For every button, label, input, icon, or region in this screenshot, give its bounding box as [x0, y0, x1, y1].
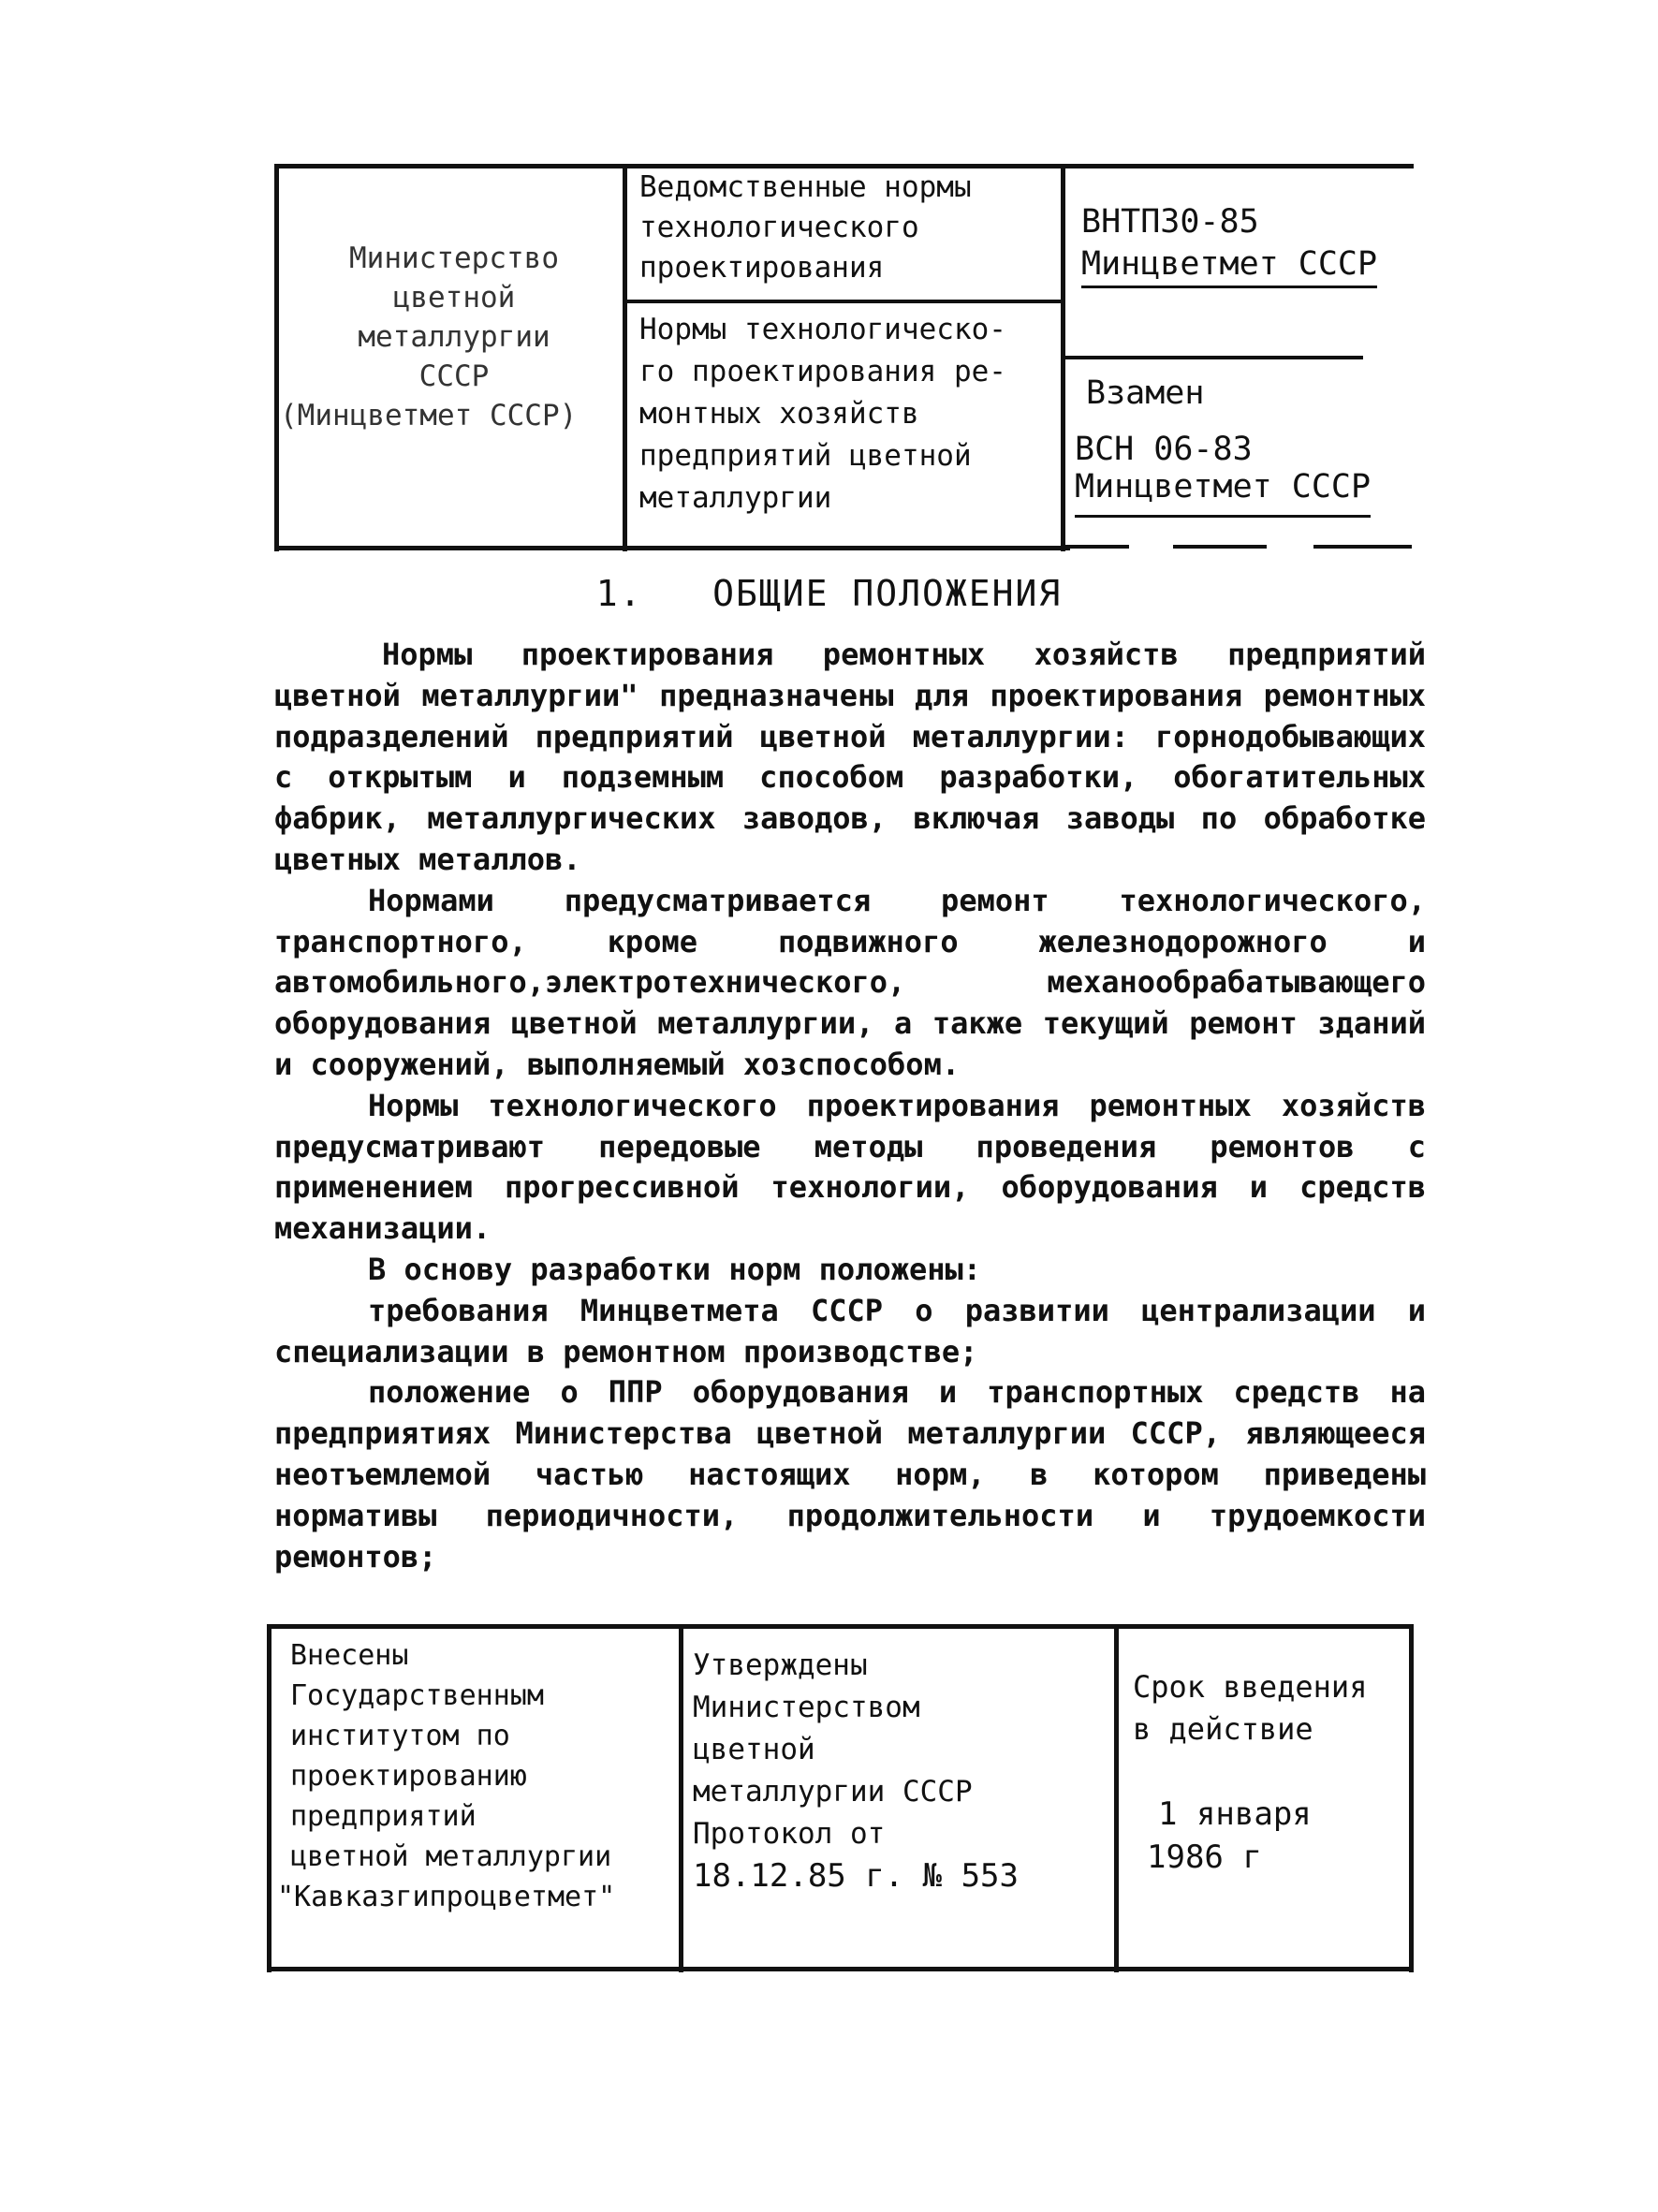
effective-date-line: 1 января — [1158, 1795, 1312, 1833]
effective-date-block — [1147, 1793, 1409, 1879]
ministry-line: (Минцветмет СССР) — [280, 399, 578, 432]
footer-divider-1 — [679, 1624, 683, 1972]
header-border-bottom — [274, 546, 1070, 550]
paragraph: требования Минцветмета СССР о развитии централизации и специализации в ремонтном производстве; — [274, 1292, 1426, 1370]
header-tail-3 — [1313, 545, 1412, 549]
section-number: 1. — [595, 573, 643, 614]
norms-type-block — [639, 168, 1051, 288]
header-divider-right — [1064, 356, 1363, 359]
submitted-block — [277, 1635, 674, 1917]
replaces-org: Минцветмет СССР — [1075, 459, 1371, 518]
title-line: монтных хозяйств — [639, 397, 919, 431]
norms-type-line: Ведомственные нормы — [639, 170, 972, 204]
submitted-line: цветной металлургии — [290, 1840, 612, 1873]
footer-border-top — [267, 1624, 1414, 1629]
title-line: Нормы технологическо- — [639, 313, 1006, 346]
document-title-block — [639, 309, 1061, 520]
submitted-line: Государственным — [290, 1679, 544, 1712]
footer-border-bottom — [267, 1967, 1414, 1971]
title-line: го проектирования ре- — [639, 355, 1006, 388]
approved-line: Протокол от — [693, 1817, 886, 1851]
header-divider-mid — [623, 300, 1064, 303]
effective-label-line: Срок введения — [1133, 1669, 1368, 1705]
effective-label-line: в действие — [1133, 1711, 1313, 1747]
effective-date-line: 1986 г — [1147, 1838, 1262, 1876]
ministry-block — [280, 239, 623, 435]
ministry-line: Министерство — [349, 242, 559, 275]
ministry-line: металлургии — [358, 320, 550, 354]
submitted-line: Внесены — [290, 1639, 409, 1672]
paragraph: В основу разработки норм положены: — [368, 1251, 982, 1287]
footer-table — [267, 1624, 1414, 1972]
footer-divider-2 — [1114, 1624, 1119, 1972]
paragraph: Нормами предусматривается ремонт технологического, транспортного, кроме подвижного железнодорожного и автомобильного,электротехнического, механообрабатывающего оборудования цветной металлургии, а также текущий ремонт зданий и сооружений, выполняемый хозспособом. — [274, 882, 1426, 1082]
header-table — [274, 164, 1414, 551]
header-tail-1 — [1064, 545, 1129, 549]
approved-line: цветной — [693, 1733, 815, 1766]
document-code-block — [1081, 201, 1381, 288]
header-divider-1 — [623, 164, 627, 551]
protocol-number: 18.12.85 г. № 553 — [693, 1857, 1019, 1895]
document-code-org: Минцветмет СССР — [1081, 243, 1377, 288]
effective-label-block — [1133, 1666, 1414, 1751]
approved-line: Утверждены — [693, 1648, 868, 1682]
title-line: металлургии — [639, 481, 832, 515]
approved-block — [693, 1645, 1105, 1897]
norms-type-line: проектирования — [639, 251, 885, 285]
paragraph: Нормы технологического проектирования ремонтных хозяйств предусматривают передовые методы проведения ремонтов с применением прогрессивной технологии, оборудования и средств механизации. — [274, 1087, 1426, 1247]
norms-type-line: технологического — [639, 211, 919, 244]
ministry-line: СССР — [418, 359, 490, 393]
document-code: ВНТП30-85 — [1081, 203, 1259, 241]
submitted-line: институтом по — [290, 1720, 510, 1752]
approved-line: Министерством — [693, 1691, 920, 1724]
submitted-line: предприятий — [290, 1800, 477, 1833]
submitted-line: "Кавказгипроцветмет" — [277, 1881, 616, 1913]
ministry-line: цветной — [392, 281, 516, 315]
submitted-line: проектированию — [290, 1760, 527, 1793]
approved-line: металлургии СССР — [693, 1775, 973, 1809]
replaces-label: Взамен — [1086, 374, 1205, 412]
body-text — [274, 635, 1426, 1577]
header-tail-2 — [1173, 545, 1267, 549]
replaces-block — [1075, 365, 1384, 518]
title-line: предприятий цветной — [639, 439, 972, 473]
paragraph: Нормы проектирования ремонтных хозяйств предприятий цветной металлургии" предназначены для проектирования ремонтных подразделений предприятий цветной металлургии: горнодобывающих с открытым и подземным способом разработки, обогатительных фабрик, металлургических заводов, включая заводы по обработке цветных металлов. — [274, 637, 1426, 877]
section-heading — [0, 573, 1658, 614]
header-border-left — [274, 164, 279, 551]
footer-border-left — [267, 1624, 271, 1972]
replaces-code: ВСН 06-83 — [1075, 431, 1253, 468]
paragraph: положение о ППР оборудования и транспортных средств на предприятиях Министерства цветной металлургии СССР, являющееся неотъемлемой частью настоящих норм, в котором приведены нормативы периодичности, продолжительности и трудоемкости ремонтов; — [274, 1374, 1426, 1575]
section-title: ОБЩИЕ ПОЛОЖЕНИЯ — [712, 573, 1063, 614]
